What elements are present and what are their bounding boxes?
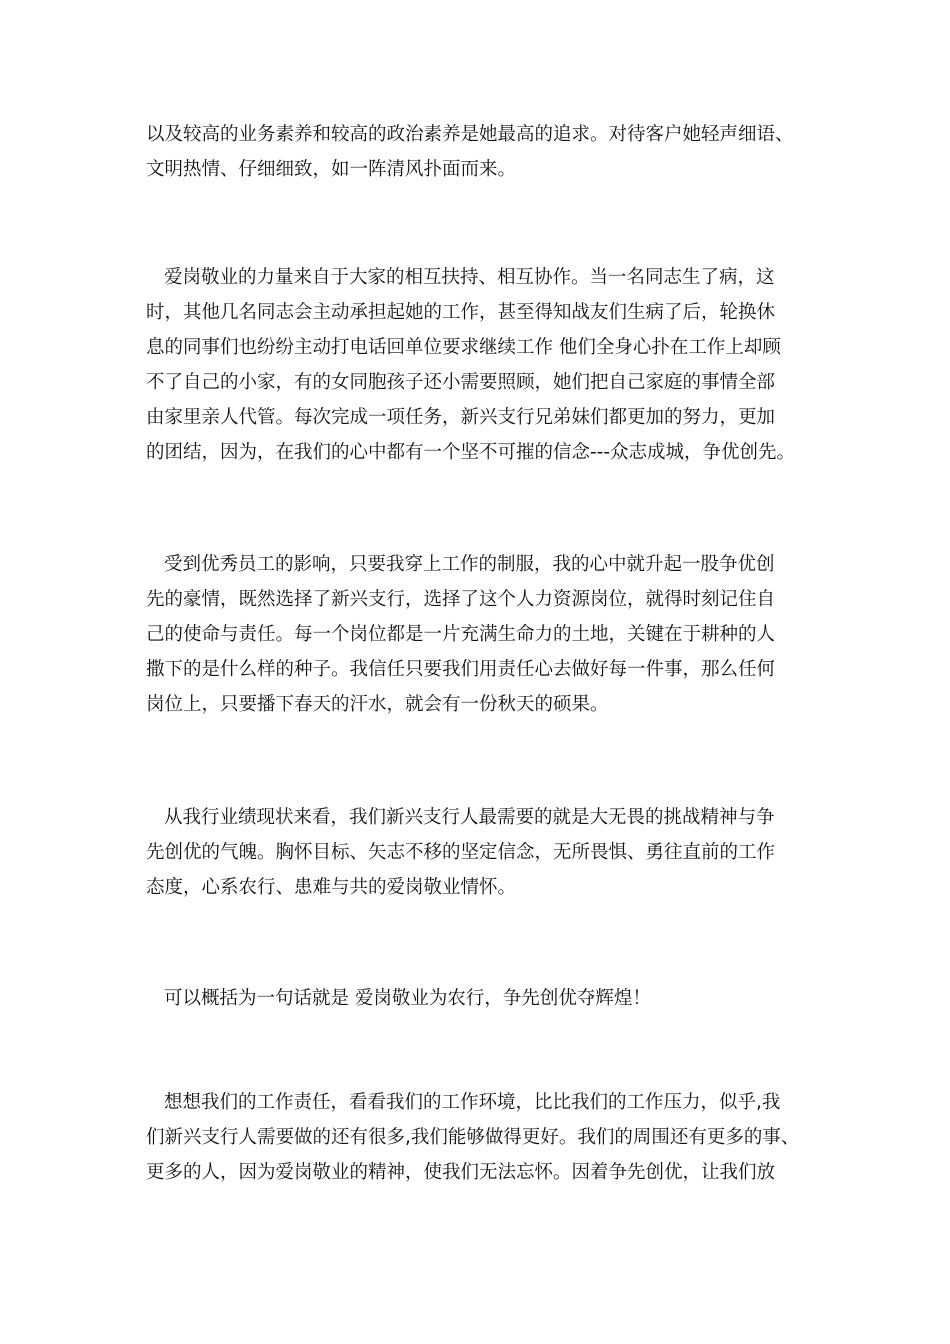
- text-line: 态度，心系农行、患难与共的爱岗敬业情怀。: [146, 877, 517, 898]
- paragraph-4: [146, 800, 826, 905]
- text-line: 由家里亲人代管。每次完成一项任务，新兴支行兄弟妹们都更加的努力，更加: [146, 407, 776, 428]
- paragraph-6: [146, 1085, 826, 1190]
- paragraph-3: [146, 547, 826, 722]
- text-line: 想想我们的工作责任，看看我们的工作环境，比比我们的工作压力，似乎,我: [164, 1092, 781, 1113]
- text-line: 先的豪情，既然选择了新兴支行，选择了这个人力资源岗位，就得时刻记住自: [146, 589, 776, 610]
- text-line: 文明热情、仔细细致，如一阵清风扑面而来。: [146, 159, 517, 180]
- text-line: 时，其他几名同志会主动承担起她的工作，甚至得知战友们生病了后，轮换休: [146, 302, 776, 323]
- text-line: 爱岗敬业的力量来自于大家的相互扶持、相互协作。当一名同志生了病，这: [164, 267, 775, 288]
- text-line: 岗位上，只要播下春天的汗水，就会有一份秋天的硕果。: [146, 694, 609, 715]
- text-line: 的团结，因为，在我们的心中都有一个坚不可摧的信念---众志成城，争优创先。: [146, 442, 796, 463]
- paragraph-1: [146, 117, 826, 187]
- text-line: 从我行业绩现状来看，我们新兴支行人最需要的就是大无畏的挑战精神与争: [164, 807, 775, 828]
- text-line: 们新兴支行人需要做的还有很多,我们能够做得更好。我们的周围还有更多的事、: [146, 1127, 800, 1148]
- paragraph-2: [146, 260, 826, 470]
- text-line: 撒下的是什么样的种子。我信任只要我们用责任心去做好每一件事，那么任何: [146, 659, 776, 680]
- paragraph-5: [146, 981, 826, 1016]
- text-line: 己的使命与责任。每一个岗位都是一片充满生命力的土地，关键在于耕种的人: [146, 624, 776, 645]
- text-line: 不了自己的小家，有的女同胞孩子还小需要照顾，她们把自己家庭的事情全部: [146, 372, 776, 393]
- text-line: 以及较高的业务素养和较高的政治素养是她最高的追求。对待客户她轻声细语、: [146, 124, 794, 145]
- text-line: 受到优秀员工的影响，只要我穿上工作的制服，我的心中就升起一股争优创: [164, 554, 775, 575]
- text-line: 可以概括为一句话就是 爱岗敬业为农行，争先创优夺辉煌！: [164, 988, 651, 1009]
- text-line: 先创优的气魄。胸怀目标、矢志不移的坚定信念，无所畏惧、勇往直前的工作: [146, 842, 776, 863]
- text-line: 更多的人，因为爱岗敬业的精神，使我们无法忘怀。因着争先创优，让我们放: [146, 1162, 776, 1183]
- text-line: 息的同事们也纷纷主动打电话回单位要求继续工作 他们全身心扑在工作上却顾: [146, 337, 781, 358]
